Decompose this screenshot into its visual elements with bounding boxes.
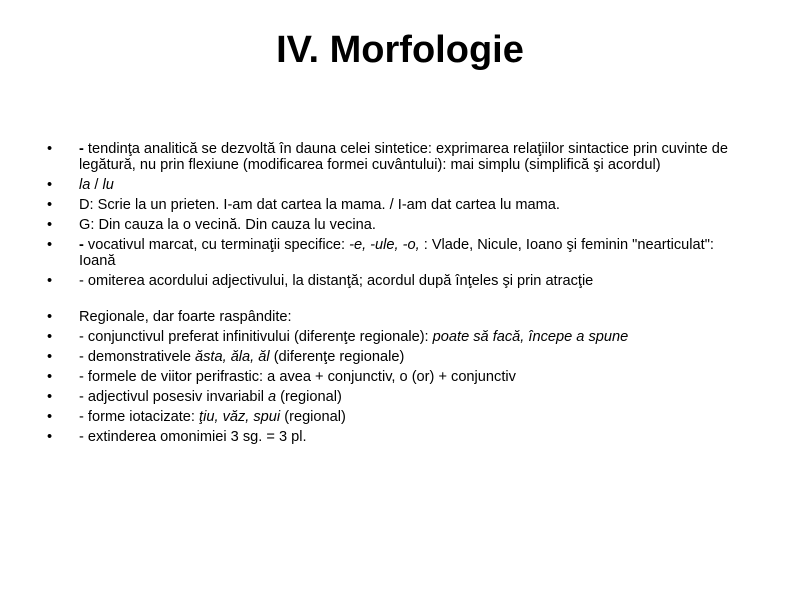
bullet-item [47, 217, 752, 233]
slide-title: IV. Morfologie [276, 29, 524, 71]
bullet-text: - adjectivul posesiv invariabil [79, 389, 268, 406]
italic-text: lu [102, 177, 114, 194]
italic-text: la [79, 177, 91, 194]
italic-text: a [268, 389, 277, 406]
bullet-item [47, 429, 752, 445]
bullet-text: D: Scrie la un prieten. I-am dat cartea la mama. / I-am dat cartea lu mama. [79, 197, 560, 214]
bullet-text: G: Din cauza la o vecină. Din cauza lu vecina. [79, 217, 376, 234]
bullet-item [47, 369, 752, 385]
bold-dash: - [79, 141, 84, 157]
bullet-text: - formele de viitor perifrastic: a avea + conjunctiv, o (or) + conjunctiv [79, 369, 516, 386]
bullet-list [47, 141, 752, 449]
bullet-item [47, 273, 752, 289]
bullet-text: : Vlade, Nicule, Ioano şi feminin "nearticulat": Ioană [79, 237, 714, 270]
bullet-item [47, 349, 752, 365]
italic-text: poate să facă, începe a spune [432, 329, 629, 346]
bullet-text: tendinţa analitică se dezvoltă în dauna celei sintetice: exprimarea relaţiilor sintactice prin cuvinte de legătură, nu prin flexiune (modificarea formei cuvântului): mai simplu (simplifică şi acordul) [79, 141, 728, 174]
bullet-item [47, 409, 752, 425]
bullet-item [47, 197, 752, 213]
bullet-text: Regionale, dar foarte raspândite: [79, 309, 292, 326]
bullet-item [47, 329, 752, 345]
italic-text: -e, -ule, -o, [349, 237, 420, 254]
spacer [47, 293, 752, 309]
bullet-text: - demonstrativele [79, 349, 195, 366]
bullet-text: (diferenţe regionale) [269, 349, 405, 366]
bullet-text: (regional) [276, 389, 342, 406]
bullet-text: (regional) [280, 409, 346, 426]
bullet-text: vocativul marcat, cu terminaţii specifice: [83, 237, 350, 254]
bullet-text: - forme iotacizate: [79, 409, 200, 426]
separator-text: / [90, 177, 103, 194]
bullet-item [47, 309, 752, 325]
bullet-text: - omiterea acordului adjectivului, la distanţă; acordul după înţeles şi prin atracţie [79, 273, 594, 290]
italic-text: ţiu, văz, spui [199, 409, 281, 426]
bullet-item [47, 177, 752, 193]
bullet-item [47, 237, 752, 269]
bold-dash: - [79, 237, 84, 254]
bullet-text: - conjunctivul preferat infinitivului (diferenţe regionale): [79, 329, 433, 346]
bullet-text: - extinderea omonimiei 3 sg. = 3 pl. [79, 429, 307, 446]
italic-text: ăsta, ăla, ăl [195, 349, 270, 366]
bullet-item [47, 141, 752, 173]
bullet-item [47, 389, 752, 405]
